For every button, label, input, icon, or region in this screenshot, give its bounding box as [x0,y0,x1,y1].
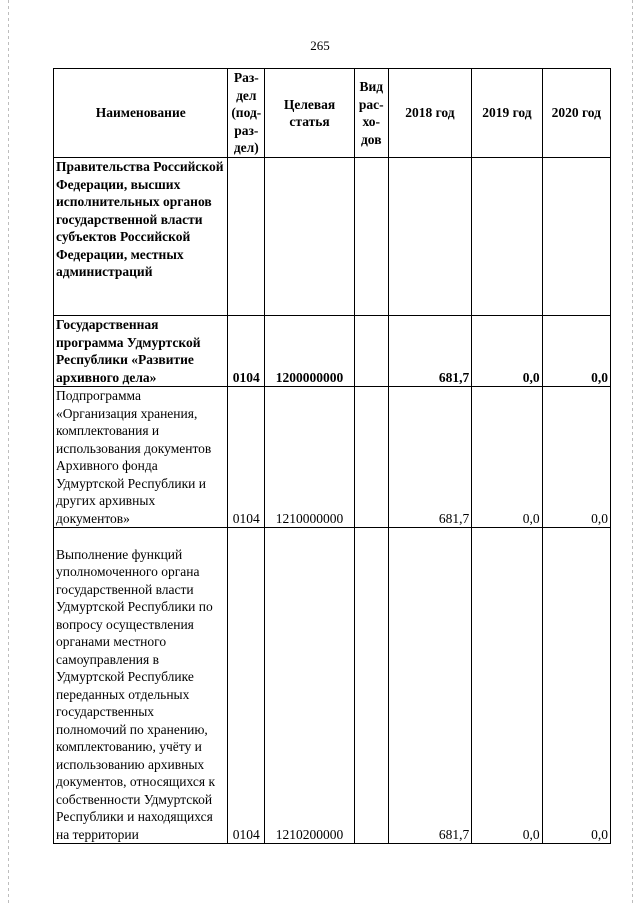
row-y2019: 0,0 [472,316,542,387]
row-y2020 [542,158,610,316]
row-y2020: 0,0 [542,387,610,528]
row-kind [354,528,388,844]
row-y2019: 0,0 [472,387,542,528]
header-target: Целевая статья [265,69,355,158]
page-number: 265 [310,38,330,53]
row-y2018: 681,7 [388,387,472,528]
row-y2020: 0,0 [542,316,610,387]
header-year-2019: 2019 год [472,69,542,158]
row-section: 0104 [228,316,265,387]
row-y2019 [472,158,542,316]
header-year-2018: 2018 год [388,69,472,158]
row-y2018 [388,158,472,316]
row-y2018: 681,7 [388,316,472,387]
header-year-2020: 2020 год [542,69,610,158]
row-name: Выполнение функций уполномоченного органа государственной власти Удмуртской Республики по вопросу осуществления органами местного самоуправления в Удмуртской Республике переданных отдельных государственных полномочий по хранению, комплектованию, учёту и использованию архивных документов, относящихся к собственности Удмуртской Республики и находящихся на территории [54,528,228,844]
table-row [54,316,611,387]
header-section: Раз-дел (под-раз-дел) [228,69,265,158]
row-kind [354,316,388,387]
row-section [228,158,265,316]
row-target: 1200000000 [265,316,355,387]
table-row [54,528,611,844]
header-kind: Вид рас-хо-дов [354,69,388,158]
right-edge-scan-artifact [632,0,633,905]
budget-table [53,68,611,844]
row-target: 1210000000 [265,387,355,528]
header-name: Наименование [54,69,228,158]
row-target [265,158,355,316]
row-section: 0104 [228,387,265,528]
row-section: 0104 [228,528,265,844]
table-header-row [54,69,611,158]
table-row [54,158,611,316]
table-row [54,387,611,528]
row-y2020: 0,0 [542,528,610,844]
row-name: Государственная программа Удмуртской Республики «Развитие архивного дела» [54,316,228,387]
left-edge-scan-artifact [8,0,9,905]
row-y2019: 0,0 [472,528,542,844]
row-name: Правительства Российской Федерации, высших исполнительных органов государственной власти субъектов Российской Федерации, местных администраций [54,158,228,316]
row-y2018: 681,7 [388,528,472,844]
row-name: Подпрограмма «Организация хранения, комплектования и использования документов Архивного фонда Удмуртской Республики и других архивных документов» [54,387,228,528]
row-kind [354,158,388,316]
row-kind [354,387,388,528]
row-target: 1210200000 [265,528,355,844]
